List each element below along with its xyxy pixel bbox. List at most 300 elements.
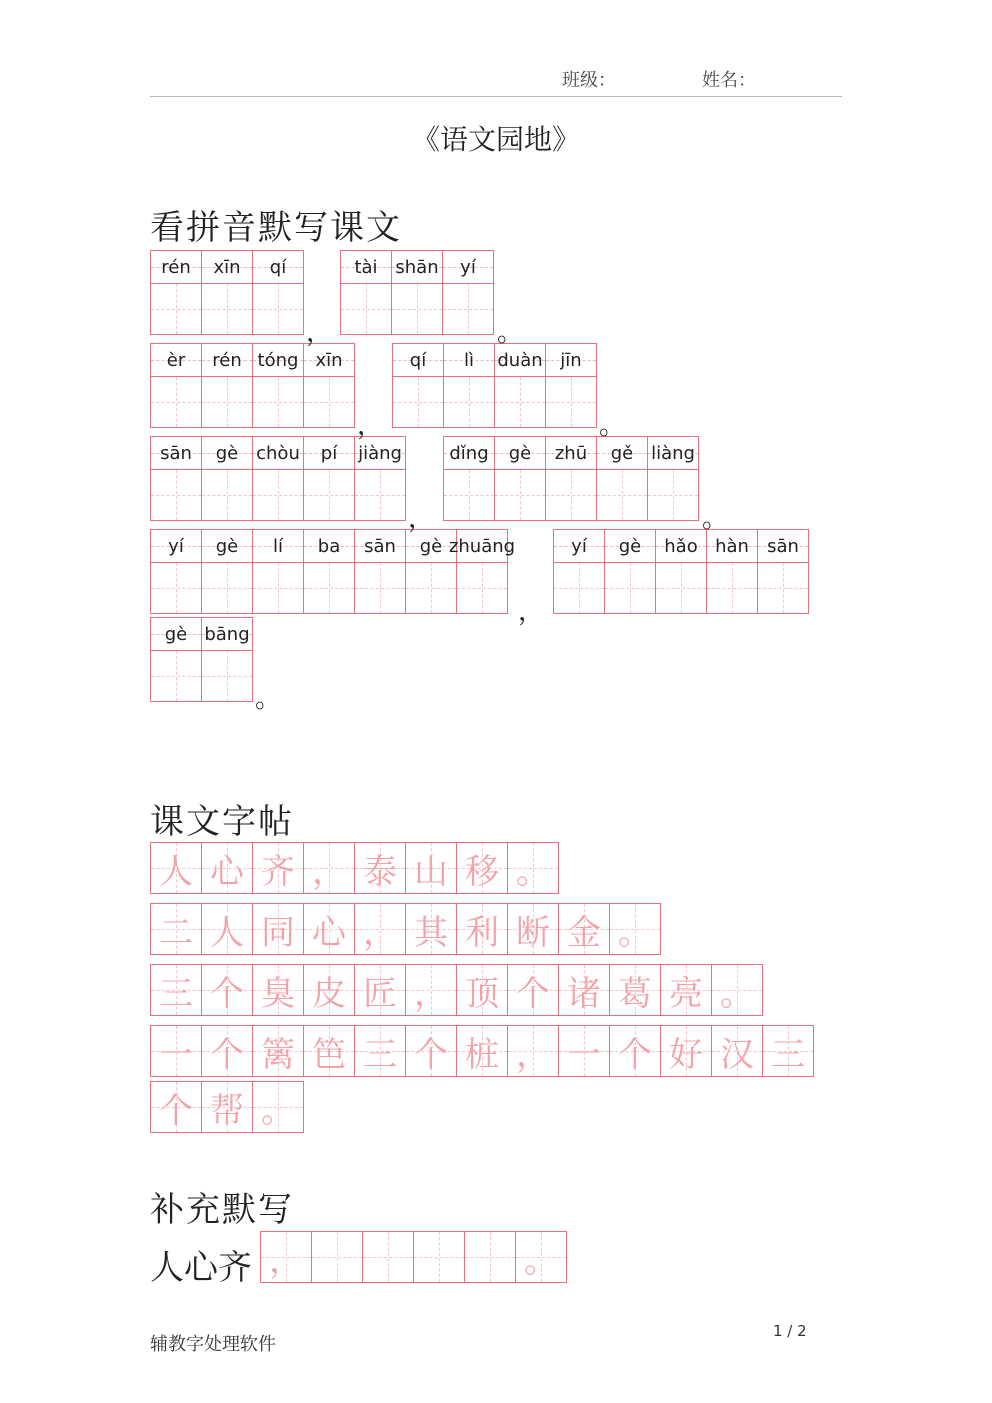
trace-character (457, 843, 507, 893)
trace-character (610, 965, 660, 1015)
writing-box[interactable] (341, 284, 391, 334)
name-label: 姓名： (702, 70, 756, 91)
pinyin-text: yí (460, 256, 476, 278)
trace-glyph: 二 (159, 912, 193, 953)
pinyin-grid (150, 436, 406, 521)
copy-cell[interactable] (661, 1026, 712, 1077)
copy-cell[interactable] (406, 1026, 457, 1077)
trace-glyph: 。 (618, 912, 652, 953)
copy-cell[interactable] (457, 965, 508, 1016)
pinyin-text: ba (317, 535, 341, 557)
pinyin-grid (150, 343, 355, 428)
writing-box[interactable] (151, 377, 201, 427)
pinyin-cell (495, 344, 546, 428)
pinyin-text: xīn (315, 349, 343, 371)
pinyin-syllable (304, 530, 354, 563)
pinyin-syllable (392, 251, 442, 284)
trace-character (304, 904, 354, 954)
copy-cell[interactable] (304, 1026, 355, 1077)
trace-character (151, 904, 201, 954)
copy-cell[interactable] (304, 843, 355, 894)
supplement-cell[interactable] (261, 1232, 312, 1283)
copy-cell[interactable] (508, 904, 559, 955)
trace-glyph: 臭 (261, 973, 295, 1014)
pinyin-cell (202, 530, 253, 614)
writing-box[interactable] (151, 651, 201, 701)
pinyin-text: qí (409, 349, 427, 371)
trace-glyph: 个 (516, 973, 550, 1014)
copy-cell[interactable] (457, 1026, 508, 1077)
copy-cell[interactable] (355, 904, 406, 955)
pinyin-text: gě (610, 442, 634, 464)
writing-box[interactable] (151, 470, 201, 520)
pinyin-grid (150, 529, 516, 614)
copy-cell[interactable] (151, 1026, 202, 1077)
trace-glyph: ， (414, 973, 448, 1014)
supplement-glyph: 。 (524, 1240, 558, 1281)
copy-cell[interactable] (457, 843, 508, 894)
writing-box[interactable] (392, 284, 442, 334)
supplement-writing-box (516, 1232, 566, 1282)
pinyin-text: pí (320, 442, 338, 464)
trace-glyph: 顶 (465, 973, 499, 1014)
pinyin-text: gè (164, 623, 188, 645)
section-title-copybook: 课文字帖 (150, 802, 294, 842)
pinyin-cell (202, 437, 253, 521)
pinyin-cell (355, 530, 406, 614)
copy-cell[interactable] (508, 843, 559, 894)
writing-box[interactable] (202, 284, 252, 334)
copy-cell[interactable] (151, 1082, 202, 1133)
writing-box[interactable] (151, 563, 201, 613)
pinyin-text: lì (463, 349, 474, 371)
writing-box[interactable] (443, 284, 493, 334)
pinyin-cell (151, 251, 202, 335)
trace-glyph: 断 (516, 912, 550, 953)
trace-character (202, 965, 252, 1015)
pinyin-cell (546, 437, 597, 521)
trace-glyph: 利 (465, 912, 499, 953)
trace-glyph: 。 (720, 973, 754, 1014)
pinyin-syllable (202, 618, 252, 651)
copy-cell[interactable] (202, 1026, 253, 1077)
pinyin-cell (448, 530, 516, 614)
copy-cell[interactable] (508, 1026, 559, 1077)
pinyin-text: sān (364, 535, 396, 557)
trace-character (508, 965, 558, 1015)
writing-box[interactable] (355, 563, 405, 613)
supplement-cell[interactable] (312, 1232, 363, 1283)
pinyin-cell (253, 251, 304, 335)
pinyin-cell (355, 437, 406, 521)
class-label: 班级： (562, 70, 616, 91)
trace-character (457, 965, 507, 1015)
pinyin-text: liàng (651, 442, 695, 464)
copy-cell[interactable] (304, 965, 355, 1016)
trace-glyph: ， (363, 912, 397, 953)
pinyin-cell (151, 437, 202, 521)
writing-box[interactable] (202, 470, 252, 520)
copy-cell[interactable] (355, 843, 406, 894)
copy-cell[interactable] (712, 965, 763, 1016)
writing-box[interactable] (202, 563, 252, 613)
pinyin-syllable (546, 437, 596, 470)
supplement-writing-box (261, 1232, 311, 1282)
trace-character (559, 904, 609, 954)
writing-box[interactable] (253, 284, 303, 334)
writing-box[interactable] (758, 563, 808, 613)
trace-character (151, 1026, 201, 1076)
pinyin-cell (554, 530, 605, 614)
trace-character (304, 965, 354, 1015)
pinyin-syllable (304, 437, 354, 470)
trace-glyph: 三 (771, 1034, 805, 1075)
writing-box[interactable] (253, 563, 303, 613)
copy-cell[interactable] (406, 843, 457, 894)
trace-character (304, 1026, 354, 1076)
footer-software: 辅教字处理软件 (150, 1334, 276, 1355)
pinyin-syllable (355, 530, 405, 563)
trace-glyph: 笆 (312, 1034, 346, 1075)
pinyin-cell (253, 344, 304, 428)
section-title-supplement: 补充默写 (150, 1190, 294, 1230)
trace-glyph: 。 (261, 1090, 295, 1131)
pinyin-punctuation: 。 (497, 318, 524, 348)
trace-character (151, 1082, 201, 1132)
trace-character (151, 843, 201, 893)
writing-box[interactable] (304, 470, 354, 520)
pinyin-syllable (253, 344, 303, 377)
copy-cell[interactable] (712, 1026, 763, 1077)
writing-box[interactable] (304, 563, 354, 613)
pinyin-cell (202, 251, 253, 335)
copybook-row (150, 903, 661, 955)
pinyin-cell (546, 344, 597, 428)
trace-character (610, 904, 660, 954)
copy-cell[interactable] (406, 965, 457, 1016)
writing-box[interactable] (605, 563, 655, 613)
writing-box[interactable] (444, 470, 494, 520)
pinyin-cell (393, 344, 444, 428)
pinyin-cell (444, 344, 495, 428)
pinyin-text: gè (215, 442, 239, 464)
section-title-pinyin: 看拼音默写课文 (150, 208, 402, 248)
pinyin-grid (443, 436, 699, 521)
pinyin-cell (648, 437, 699, 521)
pinyin-punctuation: 。 (255, 684, 282, 714)
trace-glyph: 同 (261, 912, 295, 953)
trace-glyph: ， (312, 851, 346, 892)
copy-cell[interactable] (559, 904, 610, 955)
trace-character (508, 1026, 558, 1076)
trace-character (253, 965, 303, 1015)
copy-cell[interactable] (508, 965, 559, 1016)
pinyin-syllable (151, 251, 201, 284)
trace-character (406, 965, 456, 1015)
pinyin-text: dǐng (449, 442, 489, 464)
trace-character (559, 1026, 609, 1076)
writing-box[interactable] (253, 470, 303, 520)
trace-character (457, 904, 507, 954)
pinyin-cell (253, 530, 304, 614)
trace-glyph: 好 (669, 1034, 703, 1075)
pinyin-grid (340, 250, 494, 335)
pinyin-punctuation: ， (408, 504, 435, 534)
pinyin-syllable (202, 344, 252, 377)
pinyin-text: sān (160, 442, 192, 464)
pinyin-syllable (546, 344, 596, 377)
pinyin-text: hǎo (664, 535, 698, 557)
writing-box[interactable] (648, 470, 698, 520)
pinyin-syllable (495, 437, 545, 470)
pinyin-text: lí (272, 535, 283, 557)
writing-box[interactable] (406, 563, 456, 613)
copy-cell[interactable] (406, 904, 457, 955)
pinyin-cell (597, 437, 648, 521)
copy-cell[interactable] (151, 843, 202, 894)
supplement-cell[interactable] (516, 1232, 567, 1283)
trace-glyph: 一 (159, 1034, 193, 1075)
writing-box[interactable] (546, 470, 596, 520)
pinyin-text: xīn (213, 256, 241, 278)
pinyin-text: rén (212, 349, 242, 371)
supplement-glyph: ， (269, 1240, 303, 1281)
copy-cell[interactable] (304, 904, 355, 955)
supplement-grid (260, 1231, 567, 1283)
supplement-cell[interactable] (465, 1232, 516, 1283)
writing-box[interactable] (656, 563, 706, 613)
pinyin-syllable (355, 437, 405, 470)
pinyin-text: gè (419, 535, 443, 557)
pinyin-grid (553, 529, 809, 614)
copy-cell[interactable] (253, 965, 304, 1016)
trace-glyph: 桩 (465, 1034, 499, 1075)
pinyin-syllable (707, 530, 757, 563)
writing-box[interactable] (597, 470, 647, 520)
trace-character (151, 965, 201, 1015)
pinyin-syllable (151, 344, 201, 377)
writing-box[interactable] (355, 470, 405, 520)
pinyin-cell (304, 437, 355, 521)
pinyin-text: sān (767, 535, 799, 557)
supplement-writing-box (312, 1232, 362, 1282)
pinyin-syllable (444, 344, 494, 377)
pinyin-cell (758, 530, 809, 614)
copy-cell[interactable] (253, 1082, 304, 1133)
pinyin-text: zhū (554, 442, 588, 464)
trace-glyph: 山 (414, 851, 448, 892)
trace-glyph: 诸 (567, 973, 601, 1014)
trace-glyph: 个 (159, 1090, 193, 1131)
pinyin-punctuation: ， (306, 318, 333, 348)
copybook-row (150, 1081, 304, 1133)
writing-box[interactable] (253, 377, 303, 427)
trace-glyph: 帮 (210, 1090, 244, 1131)
trace-glyph: 齐 (261, 851, 295, 892)
pinyin-syllable (151, 437, 201, 470)
pinyin-syllable (656, 530, 706, 563)
trace-character (202, 1026, 252, 1076)
pinyin-cell (341, 251, 392, 335)
pinyin-punctuation: 。 (599, 411, 626, 441)
trace-glyph: 人 (210, 912, 244, 953)
trace-glyph: 匠 (363, 973, 397, 1014)
writing-box[interactable] (444, 377, 494, 427)
trace-glyph: 心 (210, 851, 244, 892)
pinyin-punctuation: 。 (702, 504, 729, 534)
header-divider (150, 96, 842, 97)
trace-glyph: 个 (210, 973, 244, 1014)
copybook-row (150, 1025, 814, 1077)
trace-character (355, 843, 405, 893)
page-number: 1 / 2 (773, 1322, 807, 1340)
pinyin-text: tóng (257, 349, 299, 371)
trace-glyph: 亮 (669, 973, 703, 1014)
pinyin-cell (304, 344, 355, 428)
trace-character (202, 1082, 252, 1132)
pinyin-punctuation: ， (518, 597, 545, 627)
copy-cell[interactable] (559, 1026, 610, 1077)
pinyin-cell (707, 530, 758, 614)
trace-glyph: ， (516, 1034, 550, 1075)
copy-cell[interactable] (661, 965, 712, 1016)
trace-glyph: 个 (414, 1034, 448, 1075)
page-title: 《语文园地》 (411, 123, 580, 156)
trace-character (661, 1026, 711, 1076)
trace-character (406, 1026, 456, 1076)
pinyin-cell (151, 530, 202, 614)
trace-character (202, 843, 252, 893)
trace-glyph: 皮 (312, 973, 346, 1014)
writing-box[interactable] (707, 563, 757, 613)
pinyin-text: gè (508, 442, 532, 464)
writing-box[interactable] (546, 377, 596, 427)
writing-box[interactable] (151, 284, 201, 334)
copy-cell[interactable] (202, 904, 253, 955)
trace-character (763, 1026, 813, 1076)
pinyin-grid (150, 617, 253, 702)
trace-glyph: 一 (567, 1034, 601, 1075)
pinyin-text: chòu (256, 442, 300, 464)
trace-character (253, 1082, 303, 1132)
pinyin-text: shān (395, 256, 439, 278)
copy-cell[interactable] (559, 965, 610, 1016)
trace-glyph: 汉 (720, 1034, 754, 1075)
pinyin-text: gè (618, 535, 642, 557)
pinyin-cell (392, 251, 443, 335)
pinyin-grid (392, 343, 597, 428)
trace-character (508, 843, 558, 893)
writing-box[interactable] (202, 377, 252, 427)
pinyin-syllable (443, 251, 493, 284)
copy-cell[interactable] (457, 904, 508, 955)
copy-cell[interactable] (610, 904, 661, 955)
pinyin-text: duàn (497, 349, 543, 371)
trace-character (406, 843, 456, 893)
pinyin-text: hàn (715, 535, 749, 557)
pinyin-syllable (253, 251, 303, 284)
writing-box[interactable] (495, 470, 545, 520)
pinyin-cell (495, 437, 546, 521)
pinyin-syllable (648, 437, 698, 470)
copy-cell[interactable] (253, 1026, 304, 1077)
copy-cell[interactable] (253, 843, 304, 894)
writing-box[interactable] (554, 563, 604, 613)
pinyin-syllable (444, 437, 494, 470)
copy-cell[interactable] (151, 904, 202, 955)
pinyin-syllable (554, 530, 604, 563)
copy-cell[interactable] (610, 1026, 661, 1077)
pinyin-cell (253, 437, 304, 521)
pinyin-cell (151, 618, 202, 702)
trace-character (610, 1026, 660, 1076)
trace-character (559, 965, 609, 1015)
copy-cell[interactable] (151, 965, 202, 1016)
pinyin-cell (443, 251, 494, 335)
pinyin-syllable (605, 530, 655, 563)
trace-glyph: 金 (567, 912, 601, 953)
pinyin-text: tài (354, 256, 378, 278)
copy-cell[interactable] (763, 1026, 814, 1077)
supplement-writing-box (414, 1232, 464, 1282)
trace-glyph: 其 (414, 912, 448, 953)
pinyin-text: jiàng (358, 442, 402, 464)
copybook-row (150, 842, 559, 894)
pinyin-syllable (448, 530, 516, 563)
copy-cell[interactable] (202, 965, 253, 1016)
trace-character (406, 904, 456, 954)
pinyin-text: zhuāng (448, 535, 516, 557)
copy-cell[interactable] (202, 1082, 253, 1133)
pinyin-syllable (202, 437, 252, 470)
trace-glyph: 。 (516, 851, 550, 892)
pinyin-syllable (393, 344, 443, 377)
trace-character (355, 904, 405, 954)
copy-cell[interactable] (253, 904, 304, 955)
pinyin-cell (605, 530, 656, 614)
copy-cell[interactable] (202, 843, 253, 894)
pinyin-grid (150, 250, 304, 335)
copy-cell[interactable] (355, 1026, 406, 1077)
copy-cell[interactable] (610, 965, 661, 1016)
trace-glyph: 三 (363, 1034, 397, 1075)
writing-box[interactable] (202, 651, 252, 701)
pinyin-cell (304, 530, 355, 614)
copy-cell[interactable] (355, 965, 406, 1016)
writing-box[interactable] (393, 377, 443, 427)
trace-glyph: 个 (210, 1034, 244, 1075)
trace-character (355, 1026, 405, 1076)
trace-glyph: 移 (465, 851, 499, 892)
writing-box[interactable] (457, 563, 507, 613)
pinyin-text: jīn (560, 349, 582, 371)
trace-character (355, 965, 405, 1015)
supplement-cell[interactable] (363, 1232, 414, 1283)
pinyin-syllable (253, 437, 303, 470)
supplement-cell[interactable] (414, 1232, 465, 1283)
writing-box[interactable] (304, 377, 354, 427)
trace-glyph: 泰 (363, 851, 397, 892)
pinyin-syllable (151, 530, 201, 563)
writing-box[interactable] (495, 377, 545, 427)
trace-character (253, 904, 303, 954)
pinyin-text: yí (571, 535, 587, 557)
trace-glyph: 篱 (261, 1034, 295, 1075)
trace-character (508, 904, 558, 954)
trace-glyph: 个 (618, 1034, 652, 1075)
pinyin-cell (202, 344, 253, 428)
supplement-writing-box (465, 1232, 515, 1282)
